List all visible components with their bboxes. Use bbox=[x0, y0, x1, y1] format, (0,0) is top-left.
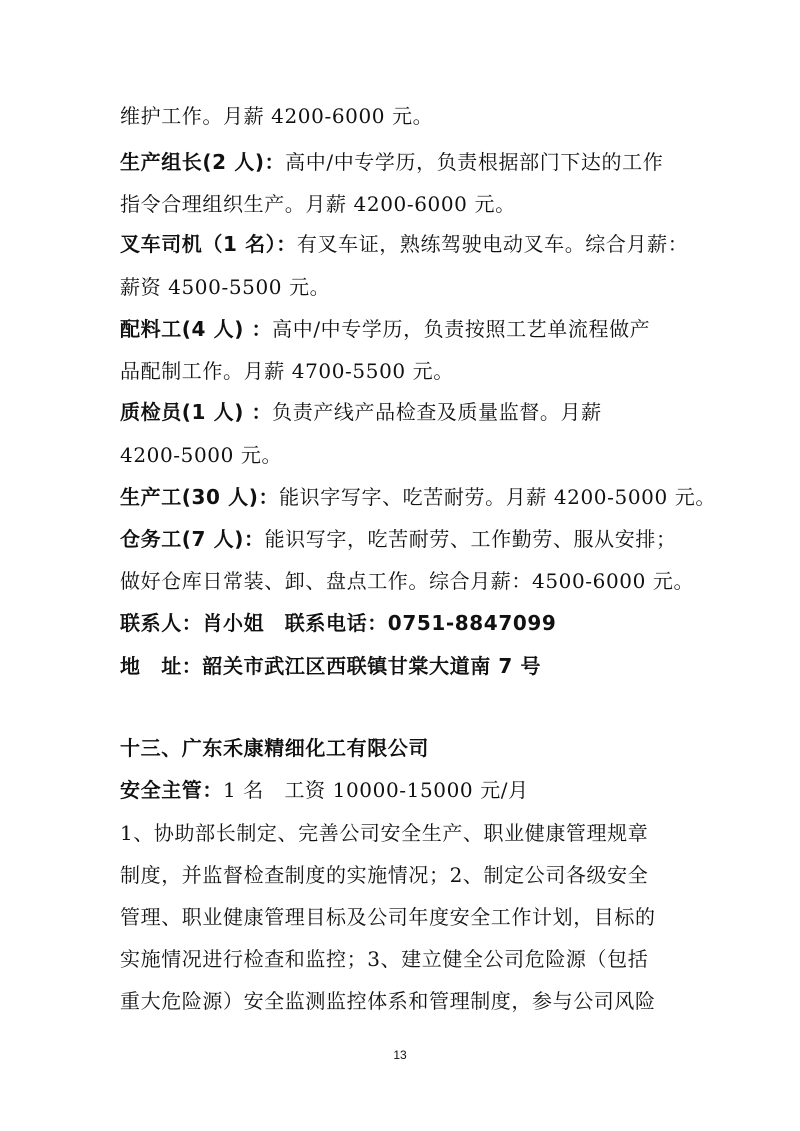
job-heading-line: 叉车司机（1 名）：有叉车证，熟练驾驶电动叉车。综合月薪： bbox=[120, 232, 689, 256]
text-line: 品配制工作。月薪 4700-5500 元。 bbox=[120, 359, 454, 383]
job-heading-line: 安全主管：1 名 工资 10000-15000 元/月 bbox=[120, 778, 529, 802]
text-line: 管理、职业健康管理目标及公司年度安全工作计划，目标的 bbox=[120, 905, 656, 929]
address-line: 地 址：韶关市武江区西联镇甘棠大道南 7 号 bbox=[120, 654, 542, 678]
text-line: 1、协助部长制定、完善公司安全生产、职业健康管理规章 bbox=[120, 821, 649, 845]
text-line: 重大危险源）安全监测监控体系和管理制度，参与公司风险 bbox=[120, 989, 656, 1013]
company-heading: 十三、广东禾康精细化工有限公司 bbox=[120, 736, 429, 760]
text-line: 实施情况进行检查和监控；3、建立健全公司危险源（包括 bbox=[120, 947, 649, 971]
job-heading-line: 仓务工(7 人)：能识写字，吃苦耐劳、工作勤劳、服从安排； bbox=[120, 527, 677, 551]
text-line: 4200-5000 元。 bbox=[120, 443, 283, 467]
text-line: 制度，并监督检查制度的实施情况；2、制定公司各级安全 bbox=[120, 863, 649, 887]
job-heading-line: 质检员(1 人) ：负责产线产品检查及质量监督。月薪 bbox=[120, 400, 602, 424]
text-line: 薪资 4500-5500 元。 bbox=[120, 275, 331, 299]
text-line: 做好仓库日常装、卸、盘点工作。综合月薪：4500-6000 元。 bbox=[120, 569, 695, 593]
text-line: 指令合理组织生产。月薪 4200-6000 元。 bbox=[120, 192, 516, 216]
job-heading-line: 生产组长(2 人)：高中/中专学历，负责根据部门下达的工作 bbox=[120, 150, 664, 174]
job-heading-line: 配料工(4 人) ：高中/中专学历，负责按照工艺单流程做产 bbox=[120, 317, 651, 341]
text-line: 维护工作。月薪 4200-6000 元。 bbox=[120, 104, 434, 128]
job-heading-line: 生产工(30 人)：能识字写字、吃苦耐劳。月薪 4200-5000 元。 bbox=[120, 485, 716, 509]
contact-line: 联系人：肖小姐 联系电话：0751-8847099 bbox=[120, 611, 557, 635]
page-number: 13 bbox=[393, 1048, 407, 1062]
